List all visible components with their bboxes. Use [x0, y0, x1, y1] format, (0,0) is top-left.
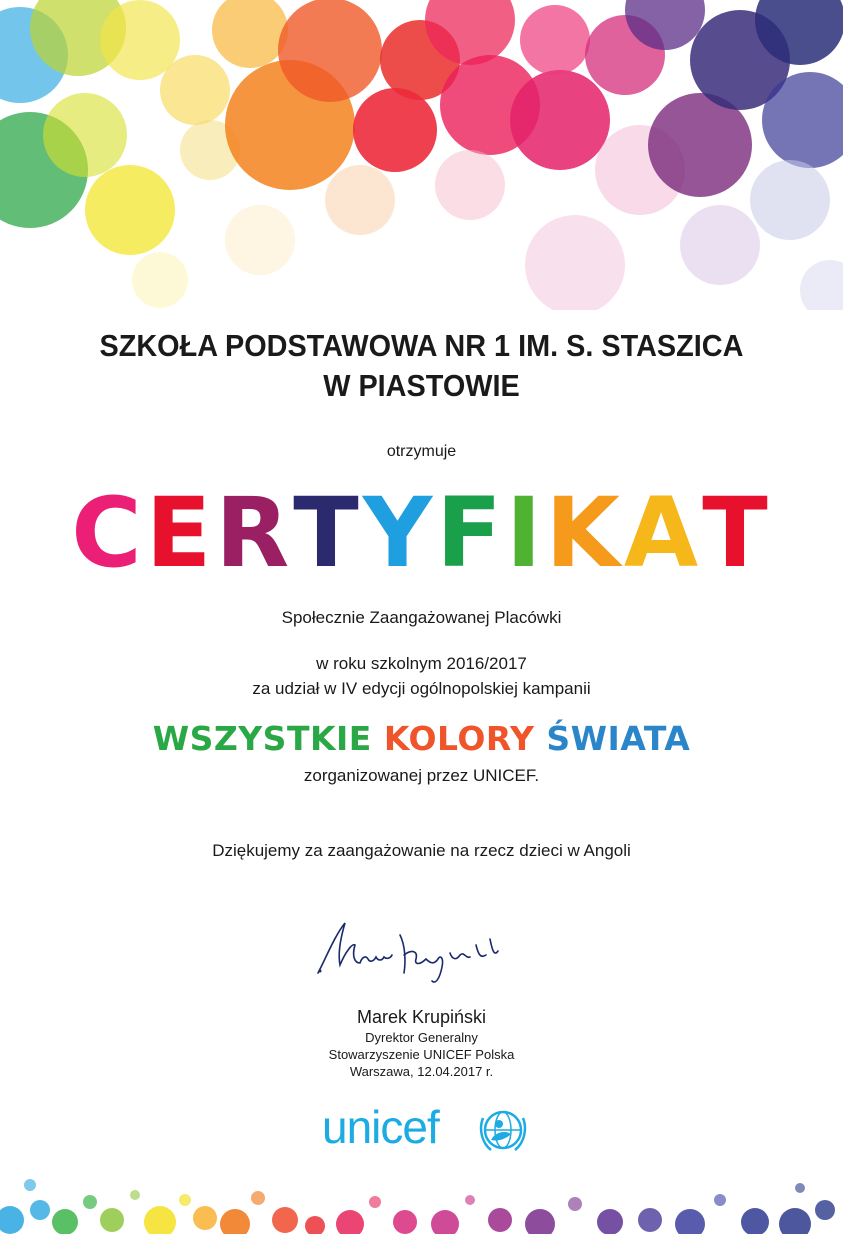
- campaign-word: WSZYSTKIE: [152, 719, 372, 758]
- campaign-intro: za udział w IV edycji ogólnopolskiej kampanii: [252, 679, 591, 698]
- certificate-letter: E: [145, 477, 216, 589]
- certificate-heading: [0, 478, 843, 588]
- campaign-word: ŚWIATA: [534, 719, 691, 758]
- certificate-letter: Y: [362, 477, 437, 589]
- campaign-word: KOLORY: [371, 719, 535, 758]
- top-bubbles-decoration: [0, 0, 843, 310]
- year-line: w roku szkolnym 2016/2017: [316, 654, 527, 673]
- unicef-wordmark: unicef: [322, 1101, 439, 1153]
- handwritten-signature: [300, 915, 520, 995]
- certificate-letter: T: [293, 477, 363, 589]
- certificate-letter: I: [505, 477, 546, 589]
- receives-text: otrzymuje: [386, 443, 457, 460]
- signatory-title: Dyrektor Generalny: [365, 1030, 478, 1045]
- certificate-letter: R: [215, 477, 294, 589]
- campaign-name: [0, 718, 843, 760]
- recipient-line-2: W PIASTOWIE: [323, 368, 520, 403]
- certificate-letter: F: [436, 477, 506, 589]
- unicef-logo: [322, 1098, 542, 1158]
- thanks-line: Dziękujemy za zaangażowanie na rzecz dzieci w Angoli: [212, 841, 631, 860]
- certificate-letter: T: [702, 477, 772, 589]
- certificate-letter: A: [623, 477, 703, 589]
- signatory-organization: Stowarzyszenie UNICEF Polska: [328, 1047, 515, 1062]
- certificate-letter: K: [545, 477, 624, 589]
- place-date: Warszawa, 12.04.2017 r.: [349, 1064, 494, 1079]
- award-line: Społecznie Zaangażowanej Placówki: [281, 608, 562, 627]
- signatory-name: Marek Krupiński: [356, 1007, 487, 1027]
- certificate-letter: C: [71, 477, 146, 589]
- organized-by: zorganizowanej przez UNICEF.: [303, 766, 540, 785]
- unicef-emblem-icon: [477, 1104, 529, 1156]
- recipient-name: [29, 326, 813, 406]
- recipient-line-1: SZKOŁA PODSTAWOWA NR 1 IM. S. STASZICA: [99, 328, 744, 363]
